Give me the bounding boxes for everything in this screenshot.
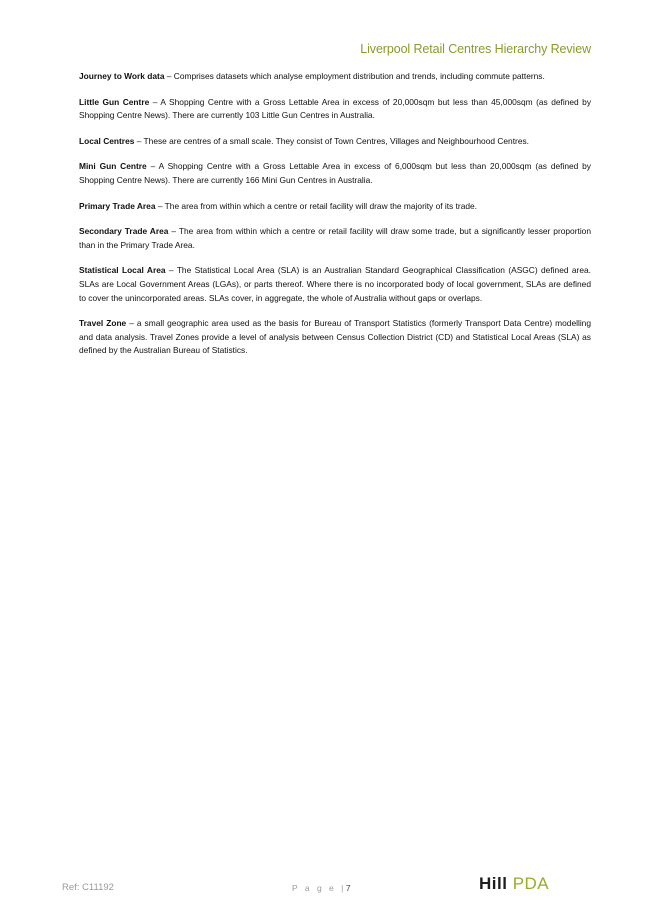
- glossary-entry: [79, 70, 591, 84]
- glossary-term: Travel Zone: [79, 318, 127, 329]
- glossary-definition: – Comprises datasets which analyse employment distribution and trends, including commute patterns.: [164, 71, 545, 81]
- glossary-definition: – These are centres of a small scale. They consist of Town Centres, Villages and Neighbourhood Centres.: [134, 135, 530, 146]
- glossary-definition: – A Shopping Centre with a Gross Lettable Area in excess of 20,000sqm but less than 45,000sqm (as defined by Shopping Centre News). There are currently 103 Little Gun Centres in Australia.: [79, 96, 592, 121]
- footer-reference: Ref: C11192: [62, 882, 114, 893]
- glossary-definition: – The Statistical Local Area (SLA) is an Australian Standard Geographical Classification (ASGC) defined area. SLAs are Local Government Areas (LGAs), or parts thereof. Where there is no incorporated body of local government, SLAs are defined to cover the unincorporated areas. SLAs cover, in aggregate, the whole of Australia without gaps or overlaps.: [79, 265, 591, 303]
- glossary-term: Primary Trade Area: [79, 200, 156, 211]
- logo-pda-text: PDA: [512, 874, 550, 893]
- glossary-definition: – a small geographic area used as the basis for Bureau of Transport Statistics (formerly Transport Data Centre) modelling and data analysis. Travel Zones provide a level of analysis between Census Collection District (CD) and Statistical Local Areas (SLA) as defined by the Australian Bureau of Statistics.: [79, 318, 591, 356]
- page-number: 7: [345, 883, 351, 893]
- glossary-entry: [79, 96, 591, 123]
- glossary-term: Little Gun Centre: [79, 96, 150, 107]
- glossary-entry: [79, 160, 591, 187]
- document-header-title: Liverpool Retail Centres Hierarchy Review: [360, 42, 591, 56]
- glossary-term: Statistical Local Area: [79, 265, 166, 276]
- glossary-body: [79, 70, 591, 370]
- glossary-entry: [79, 264, 591, 305]
- glossary-term: Mini Gun Centre: [79, 161, 147, 172]
- glossary-term: Local Centres: [79, 135, 135, 146]
- glossary-entry: [79, 225, 591, 252]
- glossary-definition: – The area from within which a centre or retail facility will draw the majority of its trade.: [155, 200, 477, 211]
- glossary-definition: – A Shopping Centre with a Gross Lettable Area in excess of 6,000sqm but less than 20,000sqm (as defined by Shopping Centre News). There are currently 166 Mini Gun Centres in Australia.: [79, 161, 591, 185]
- glossary-entry: [79, 317, 591, 358]
- glossary-entry: [79, 200, 591, 214]
- footer-page-indicator: [292, 883, 351, 893]
- glossary-definition: – The area from within which a centre or retail facility will draw some trade, but a significantly lesser proportion than in the Primary Trade Area.: [79, 226, 591, 250]
- page-label: P a g e |: [292, 883, 346, 893]
- glossary-entry: [79, 135, 591, 149]
- glossary-term: Secondary Trade Area: [79, 226, 169, 237]
- glossary-term: Journey to Work data: [79, 71, 165, 81]
- hill-pda-logo: [479, 874, 549, 894]
- logo-hill-text: Hill: [479, 874, 508, 893]
